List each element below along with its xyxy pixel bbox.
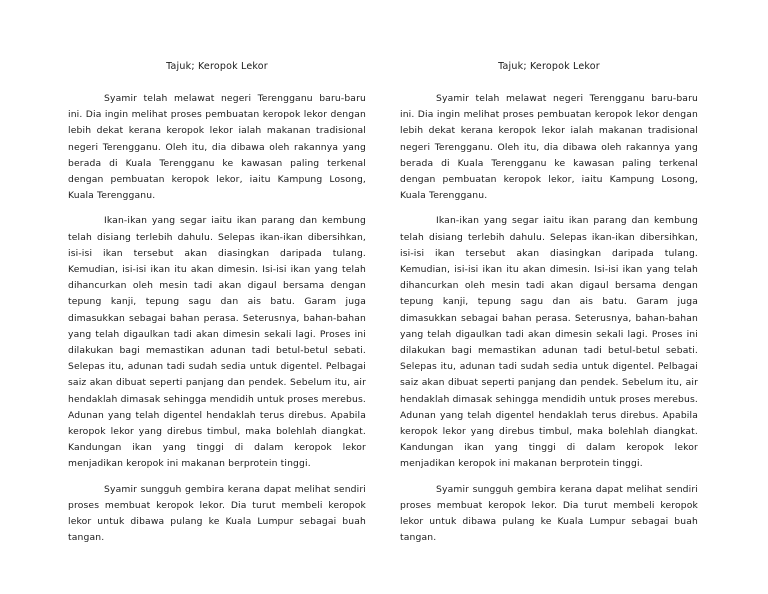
paragraph-intro: Syamir telah melawat negeri Terengganu baru-baru ini. Dia ingin melihat proses pembuatan keropok lekor dengan lebih dekat kerana keropok lekor ialah makanan tradisional negeri Terengganu. Oleh itu, dia dibawa oleh rakannya yang berada di Kuala Terengganu ke kawasan paling terkenal dengan pembuatan keropok lekor, iaitu Kampung Losong, Kuala Terengganu.	[400, 93, 698, 202]
paragraph-intro: Syamir telah melawat negeri Terengganu baru-baru ini. Dia ingin melihat proses pembuatan keropok lekor dengan lebih dekat kerana keropok lekor ialah makanan tradisional negeri Terengganu. Oleh itu, dia dibawa oleh rakannya yang berada di Kuala Terengganu ke kawasan paling terkenal dengan pembuatan keropok lekor, iaitu Kampung Losong, Kuala Terengganu.	[68, 93, 366, 202]
page-title: Tajuk; Keropok Lekor	[166, 61, 268, 72]
paragraph-process: Ikan-ikan yang segar iaitu ikan parang dan kembung telah disiang terlebih dahulu. Selepas ikan-ikan dibersihkan, isi-isi ikan tersebut akan diasingkan daripada tulang. Kemudian, isi-isi ikan itu akan dimesin. Isi-isi ikan yang telah dihancurkan oleh mesin tadi akan digaul bersama dengan tepung kanji, tepung sagu dan ais batu. Garam juga dimasukkan sebagai bahan perasa. Seterusnya, bahan-bahan yang telah digaulkan tadi akan dimesin sekali lagi. Proses ini dilakukan bagi memastikan adunan tadi betul-betul sebati. Selepas itu, adunan tadi sudah sedia untuk digentel. Pelbagai saiz akan dibuat seperti panjang dan pendek. Sebelum itu, air hendaklah dimasak sehingga mendidih untuk proses merebus. Adunan yang telah digentel hendaklah terus direbus. Apabila keropok lekor yang direbus timbul, maka bolehlah diangkat. Kandungan ikan yang tinggi di dalam keropok lekor menjadikan keropok ini makanan berprotein tinggi.	[400, 215, 698, 470]
paragraph-conclusion: Syamir sungguh gembira kerana dapat melihat sendiri proses membuat keropok lekor. Dia turut membeli keropok lekor untuk dibawa pulang ke Kuala Lumpur sebagai buah tangan.	[68, 483, 366, 544]
paragraph-process: Ikan-ikan yang segar iaitu ikan parang dan kembung telah disiang terlebih dahulu. Selepas ikan-ikan dibersihkan, isi-isi ikan tersebut akan diasingkan daripada tulang. Kemudian, isi-isi ikan itu akan dimesin. Isi-isi ikan yang telah dihancurkan oleh mesin tadi akan digaul bersama dengan tepung kanji, tepung sagu dan ais batu. Garam juga dimasukkan sebagai bahan perasa. Seterusnya, bahan-bahan yang telah digaulkan tadi akan dimesin sekali lagi. Proses ini dilakukan bagi memastikan adunan tadi betul-betul sebati. Selepas itu, adunan tadi sudah sedia untuk digentel. Pelbagai saiz akan dibuat seperti panjang dan pendek. Sebelum itu, air hendaklah dimasak sehingga mendidih untuk proses merebus. Adunan yang telah digentel hendaklah terus direbus. Apabila keropok lekor yang direbus timbul, maka bolehlah diangkat. Kandungan ikan yang tinggi di dalam keropok lekor menjadikan keropok ini makanan berprotein tinggi.	[68, 215, 366, 470]
page-right	[400, 60, 698, 555]
page-title: Tajuk; Keropok Lekor	[498, 61, 600, 72]
paragraph-conclusion: Syamir sungguh gembira kerana dapat melihat sendiri proses membuat keropok lekor. Dia turut membeli keropok lekor untuk dibawa pulang ke Kuala Lumpur sebagai buah tangan.	[400, 483, 698, 544]
page-left	[68, 60, 366, 555]
